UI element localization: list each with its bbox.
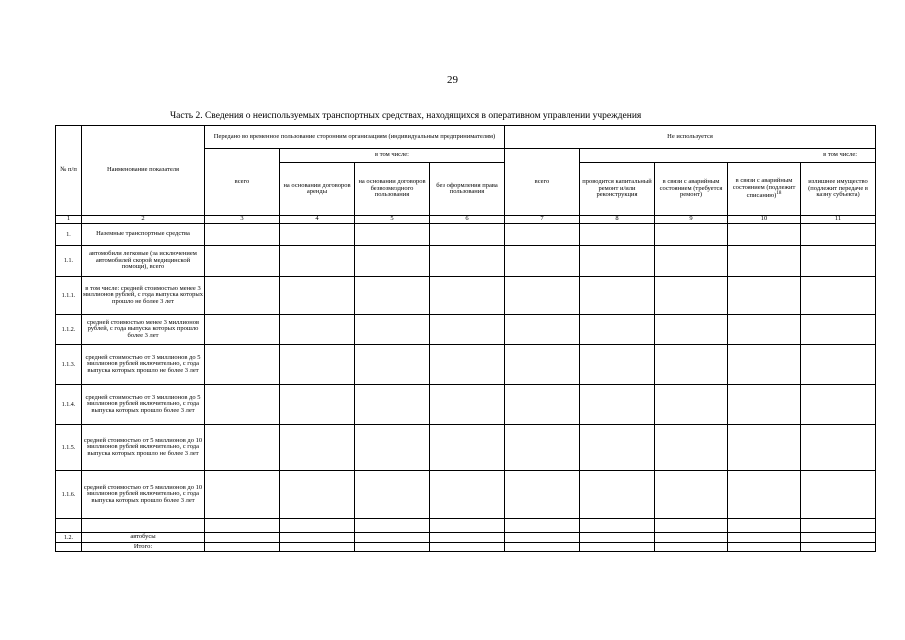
column-number: 2 [82,216,205,224]
row-label: средней стоимостью менее 3 миллионов рублей, с года выпуска которых прошло более 3 лет [82,315,205,345]
value-cell[interactable] [355,277,430,315]
table-footer [56,543,876,552]
row-number [56,519,82,533]
value-cell[interactable] [801,277,876,315]
value-cell[interactable] [801,471,876,519]
value-cell[interactable] [655,315,728,345]
total-row [56,543,876,552]
row-label: средней стоимостью от 3 миллионов до 5 миллионов рублей включительно, с года выпуска которых прошло более 3 лет [82,385,205,425]
table-row [56,519,876,533]
header-no-rights: без оформления права пользования [430,163,505,216]
table-row [56,471,876,519]
header-total-transferred: всего [205,149,280,216]
value-cell[interactable] [205,246,280,277]
section-title: Часть 2. Сведения о неиспользуемых транспортных средствах, находящихся в оперативном управлении учреждения [170,111,642,121]
total-cell [505,543,580,552]
value-cell[interactable] [505,345,580,385]
value-cell[interactable] [430,425,505,471]
value-cell[interactable] [728,533,801,543]
total-cell [580,543,655,552]
row-number: 1.2. [56,533,82,543]
value-cell[interactable] [728,345,801,385]
column-number: 9 [655,216,728,224]
value-cell[interactable] [801,519,876,533]
row-label: средней стоимостью от 3 миллионов до 5 миллионов рублей включительно, с года выпуска которых прошло не более 3 лет [82,345,205,385]
value-cell[interactable] [505,224,580,246]
value-cell[interactable] [205,533,280,543]
value-cell[interactable] [580,471,655,519]
transport-report-table [55,125,876,552]
value-cell[interactable] [280,345,355,385]
column-number: 1 [56,216,82,224]
table-body [56,224,876,543]
row-label: в том числе: средней стоимостью менее 3 миллионов рублей, с года выпуска которых прошло не более 3 лет [82,277,205,315]
value-cell[interactable] [430,315,505,345]
value-cell[interactable] [580,246,655,277]
header-repair: проводится капитальный ремонт и/или реконструкция [580,163,655,216]
value-cell[interactable] [505,533,580,543]
value-cell[interactable] [801,315,876,345]
value-cell[interactable] [580,425,655,471]
row-label [82,519,205,533]
value-cell[interactable] [355,533,430,543]
value-cell[interactable] [655,277,728,315]
header-num: № п/п [56,126,82,216]
value-cell[interactable] [205,315,280,345]
row-label: автобусы [82,533,205,543]
value-cell[interactable] [801,385,876,425]
table-header [56,126,876,224]
value-cell[interactable] [205,345,280,385]
value-cell[interactable] [355,345,430,385]
column-number: 10 [728,216,801,224]
value-cell[interactable] [801,246,876,277]
value-cell[interactable] [505,519,580,533]
value-cell[interactable] [728,277,801,315]
row-number: 1.1.6. [56,471,82,519]
row-label: Наземные транспортные средства [82,224,205,246]
value-cell[interactable] [205,471,280,519]
value-cell[interactable] [580,224,655,246]
value-cell[interactable] [728,224,801,246]
value-cell[interactable] [280,385,355,425]
value-cell[interactable] [655,519,728,533]
value-cell[interactable] [355,224,430,246]
table-row [56,345,876,385]
table-row [56,425,876,471]
value-cell[interactable] [801,224,876,246]
row-number: 1.1.4. [56,385,82,425]
value-cell[interactable] [355,471,430,519]
value-cell[interactable] [801,533,876,543]
page-number: 29 [447,74,458,86]
value-cell[interactable] [280,246,355,277]
table-row [56,224,876,246]
table-row [56,277,876,315]
total-label: Итого: [82,543,205,552]
row-number: 1. [56,224,82,246]
value-cell[interactable] [355,315,430,345]
row-number: 1.1.3. [56,345,82,385]
value-cell[interactable] [280,315,355,345]
value-cell[interactable] [430,385,505,425]
header-rent: на основании договоров аренды [280,163,355,216]
value-cell[interactable] [505,425,580,471]
total-cell [801,543,876,552]
header-free-use: на основании договоров безвозмездного пользования [355,163,430,216]
row-number: 1.1.2. [56,315,82,345]
value-cell[interactable] [655,224,728,246]
table-row [56,533,876,543]
header-not-used: Не используется [505,126,876,149]
value-cell[interactable] [580,533,655,543]
row-number: 1.1.5. [56,425,82,471]
value-cell[interactable] [655,533,728,543]
total-cell [655,543,728,552]
value-cell[interactable] [280,224,355,246]
table-row [56,246,876,277]
total-cell [205,543,280,552]
value-cell[interactable] [430,277,505,315]
column-number: 5 [355,216,430,224]
value-cell[interactable] [801,345,876,385]
value-cell[interactable] [280,519,355,533]
value-cell[interactable] [505,246,580,277]
value-cell[interactable] [655,345,728,385]
row-number: 1.1. [56,246,82,277]
value-cell[interactable] [801,425,876,471]
value-cell[interactable] [580,385,655,425]
value-cell[interactable] [430,519,505,533]
value-cell[interactable] [430,224,505,246]
value-cell[interactable] [280,277,355,315]
value-cell[interactable] [580,277,655,315]
value-cell[interactable] [655,246,728,277]
value-cell[interactable] [205,519,280,533]
header-emergency-writeoff: в связи с аварийным состоянием (подлежит списанию)$^{18}$ [728,163,801,216]
value-cell[interactable] [728,519,801,533]
value-cell[interactable] [205,224,280,246]
column-number: 8 [580,216,655,224]
row-label: автомобили легковые (за исключением автомобилей скорой медицинской помощи), всего [82,246,205,277]
row-number: 1.1.1. [56,277,82,315]
column-number: 7 [505,216,580,224]
value-cell[interactable] [205,425,280,471]
total-num-cell [56,543,82,552]
value-cell[interactable] [505,471,580,519]
value-cell[interactable] [580,315,655,345]
header-transferred: Передано во временное пользование сторонним организациям (индивидуальным предпринимателям) [205,126,505,149]
header-surplus: излишнее имущество (подлежит передаче в казну субъекта) [801,163,876,216]
total-cell [355,543,430,552]
value-cell[interactable] [728,246,801,277]
value-cell[interactable] [728,425,801,471]
value-cell[interactable] [580,519,655,533]
row-label: средней стоимостью от 5 миллионов до 10 миллионов рублей включительно, с года выпуска которых прошло более 3 лет [82,471,205,519]
column-number: 4 [280,216,355,224]
value-cell[interactable] [280,533,355,543]
table-row [56,315,876,345]
column-numbers-row [56,216,876,224]
value-cell[interactable] [580,345,655,385]
value-cell[interactable] [505,315,580,345]
value-cell[interactable] [505,277,580,315]
header-including-not-used: в том числе: [580,149,876,163]
value-cell[interactable] [430,533,505,543]
header-total-not-used: всего [505,149,580,216]
value-cell[interactable] [280,471,355,519]
total-cell [430,543,505,552]
column-number: 11 [801,216,876,224]
total-cell [728,543,801,552]
total-cell [280,543,355,552]
column-number: 6 [430,216,505,224]
value-cell[interactable] [355,385,430,425]
value-cell[interactable] [355,519,430,533]
value-cell[interactable] [728,471,801,519]
header-indicator: Наименование показателя [82,126,205,216]
value-cell[interactable] [655,385,728,425]
value-cell[interactable] [505,385,580,425]
value-cell[interactable] [430,246,505,277]
value-cell[interactable] [430,345,505,385]
header-including-transferred: в том числе: [280,149,505,163]
value-cell[interactable] [430,471,505,519]
row-label: средней стоимостью от 5 миллионов до 10 миллионов рублей включительно, с года выпуска которых прошло не более 3 лет [82,425,205,471]
value-cell[interactable] [280,425,355,471]
value-cell[interactable] [205,277,280,315]
header-emergency-repair: в связи с аварийным состоянием (требуется ремонт) [655,163,728,216]
value-cell[interactable] [728,385,801,425]
table-row [56,385,876,425]
value-cell[interactable] [655,471,728,519]
value-cell[interactable] [655,425,728,471]
value-cell[interactable] [355,425,430,471]
value-cell[interactable] [728,315,801,345]
column-number: 3 [205,216,280,224]
value-cell[interactable] [205,385,280,425]
value-cell[interactable] [355,246,430,277]
